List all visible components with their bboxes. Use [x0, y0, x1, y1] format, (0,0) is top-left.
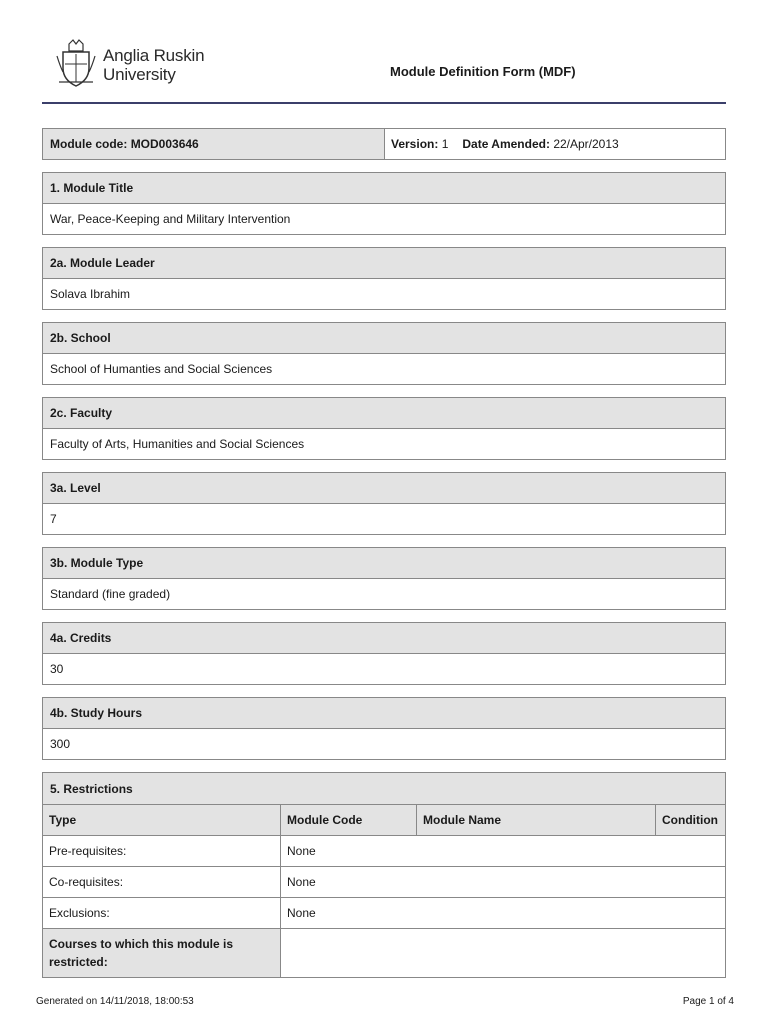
section-credits	[42, 622, 726, 685]
section-heading: 3a. Level	[43, 473, 725, 504]
table-row	[43, 836, 725, 867]
section-heading: 2c. Faculty	[43, 398, 725, 429]
section-school	[42, 322, 726, 385]
section-heading: 4a. Credits	[43, 623, 725, 654]
section-level	[42, 472, 726, 535]
row-code: None	[281, 867, 726, 898]
section-value: Faculty of Arts, Humanities and Social Sciences	[50, 437, 305, 451]
logo-wordmark	[103, 46, 204, 84]
section-value: School of Humanties and Social Sciences	[50, 362, 273, 376]
row-type: Pre-requisites:	[43, 836, 281, 867]
header-divider	[42, 102, 726, 104]
university-logo	[55, 38, 215, 92]
section-heading: 2a. Module Leader	[43, 248, 725, 279]
row-code: None	[281, 836, 726, 867]
version-value: 1	[441, 137, 449, 151]
section-module-type	[42, 547, 726, 610]
section-value: Standard (fine graded)	[50, 587, 171, 601]
row-type: Exclusions:	[43, 898, 281, 929]
generated-timestamp: Generated on 14/11/2018, 18:00:53	[36, 996, 194, 1007]
section-value: War, Peace-Keeping and Military Intervention	[50, 212, 291, 226]
crest-icon	[55, 38, 97, 88]
section-heading: 4b. Study Hours	[43, 698, 725, 729]
col-module-name: Module Name	[417, 805, 656, 836]
table-header-row	[43, 805, 725, 836]
section-restrictions	[42, 772, 726, 978]
table-row	[43, 929, 725, 978]
module-code-box	[42, 128, 726, 160]
col-type: Type	[43, 805, 281, 836]
module-code-value: MOD003646	[130, 137, 199, 151]
date-amended-value: 22/Apr/2013	[553, 137, 619, 151]
row-type: Co-requisites:	[43, 867, 281, 898]
courses-restricted-value	[281, 929, 726, 978]
section-module-leader	[42, 247, 726, 310]
version-cell	[385, 129, 725, 159]
section-module-title	[42, 172, 726, 235]
section-value: 300	[50, 737, 71, 751]
section-value: Solava Ibrahim	[50, 287, 131, 301]
form-title: Module Definition Form (MDF)	[390, 64, 576, 79]
section-heading: 3b. Module Type	[43, 548, 725, 579]
section-heading: 5. Restrictions	[43, 773, 725, 804]
restrictions-table	[43, 804, 725, 977]
col-module-code: Module Code	[281, 805, 417, 836]
module-code-label: Module code:	[50, 137, 128, 151]
section-heading: 2b. School	[43, 323, 725, 354]
logo-line-2: University	[103, 65, 176, 84]
table-row	[43, 867, 725, 898]
col-condition: Condition	[656, 805, 726, 836]
page-number: Page 1 of 4	[682, 996, 734, 1007]
section-heading: 1. Module Title	[43, 173, 725, 204]
section-faculty	[42, 397, 726, 460]
date-amended-label: Date Amended:	[462, 137, 550, 151]
section-value: 30	[50, 662, 64, 676]
courses-restricted-label: Courses to which this module is restricted:	[43, 929, 281, 978]
logo-line-1: Anglia Ruskin	[103, 46, 205, 65]
table-row	[43, 898, 725, 929]
version-label: Version:	[391, 137, 439, 151]
section-value: 7	[50, 512, 57, 526]
module-code-cell	[43, 129, 385, 159]
section-study-hours	[42, 697, 726, 760]
row-code: None	[281, 898, 726, 929]
